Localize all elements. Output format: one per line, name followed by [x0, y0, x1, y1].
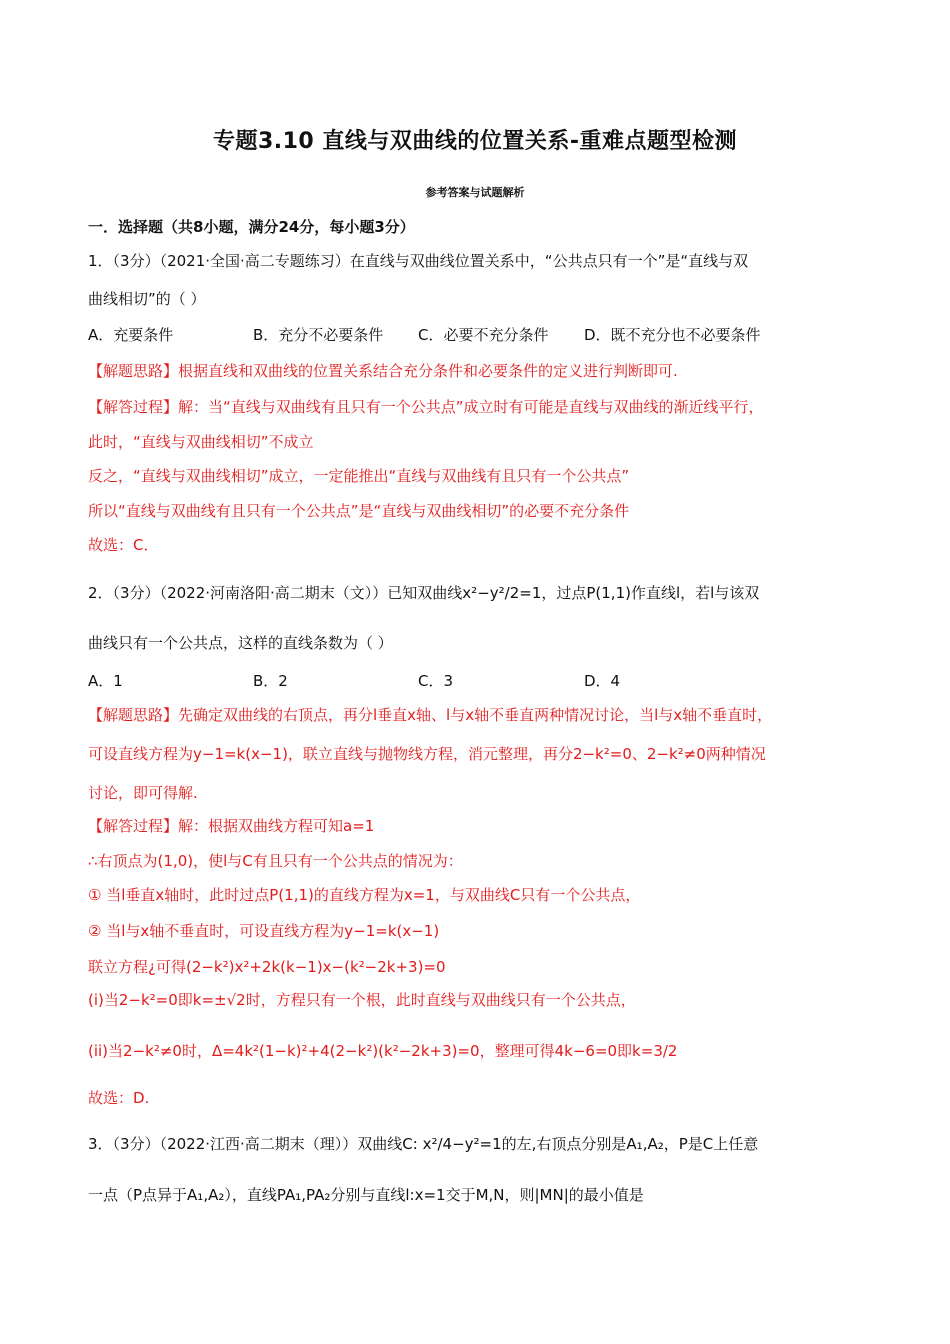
q2-solution-line1: 【解答过程】解：根据双曲线方程可知a=1	[88, 817, 375, 835]
q2-solution-line5: 联立方程¿可得(2−k²)x²+2k(k−1)x−(k²−2k+3)=0	[88, 958, 446, 976]
q2-option-d: D．4	[584, 672, 621, 690]
q1-solution-line1: 【解答过程】解：当“直线与双曲线有且只有一个公共点”成立时有可能是直线与双曲线的渐近线平行，	[88, 398, 764, 416]
q3-stem-line2: 一点（P点异于A₁,A₂），直线PA₁,PA₂分别与直线l:x=1交于M,N，则|MN|的最小值是	[88, 1186, 644, 1204]
q2-option-b: B．2	[253, 672, 288, 690]
q1-solution-idea: 【解题思路】根据直线和双曲线的位置关系结合充分条件和必要条件的定义进行判断即可.	[88, 362, 678, 380]
q1-solution-line3: 反之，“直线与双曲线相切”成立，一定能推出“直线与双曲线有且只有一个公共点”	[88, 467, 630, 485]
q1-option-d: D．既不充分也不必要条件	[584, 326, 761, 344]
q2-idea-line1: 【解题思路】先确定双曲线的右顶点，再分l垂直x轴、l与x轴不垂直两种情况讨论，当l与x轴不垂直时，	[88, 706, 773, 724]
q2-stem-line2: 曲线只有一个公共点，这样的直线条数为（ ）	[88, 634, 393, 652]
q2-answer: 故选：D.	[88, 1089, 150, 1107]
page-title: 专题3.10 直线与双曲线的位置关系-重难点题型检测	[212, 129, 738, 154]
q1-option-a: A．充要条件	[88, 326, 174, 344]
q1-options	[88, 324, 862, 346]
q2-solution-line3: ① 当l垂直x轴时，此时过点P(1,1)的直线方程为x=1，与双曲线C只有一个公共点，	[88, 886, 641, 904]
q2-solution-line2: ∴右顶点为(1,0)，使l与C有且只有一个公共点的情况为：	[88, 852, 463, 870]
q2-solution-line4: ② 当l与x轴不垂直时，可设直线方程为y−1=k(x−1)	[88, 922, 440, 940]
q3-stem-line1: 3．（3分）（2022·江西·高二期末（理））双曲线C: x²/4−y²=1的左,右顶点分别是A₁,A₂，P是C上任意	[88, 1135, 759, 1153]
q2-stem-line1: 2．（3分）（2022·河南洛阳·高二期末（文））已知双曲线x²−y²/2=1，过点P(1,1)作直线l，若l与该双	[88, 584, 760, 602]
q1-answer: 故选：C．	[88, 536, 159, 554]
q2-options	[88, 670, 862, 692]
q2-idea-line2: 可设直线方程为y−1=k(x−1)，联立直线与抛物线方程，消元整理，再分2−k²=0、2−k²≠0两种情况	[88, 745, 766, 763]
q1-solution-line4: 所以“直线与双曲线有且只有一个公共点”是“直线与双曲线相切”的必要不充分条件	[88, 502, 630, 520]
q2-solution-line7: (ii)当2−k²≠0时，Δ=4k²(1−k)²+4(2−k²)(k²−2k+3)=0，整理可得4k−6=0即k=3/2	[88, 1042, 678, 1060]
section-heading: 一．选择题（共8小题，满分24分，每小题3分）	[88, 218, 415, 236]
q1-solution-line2: 此时，“直线与双曲线相切”不成立	[88, 433, 314, 451]
q1-stem-line2: 曲线相切”的（ ）	[88, 290, 206, 308]
q2-option-c: C．3	[418, 672, 454, 690]
q1-option-b: B．充分不必要条件	[253, 326, 384, 344]
q2-option-a: A．1	[88, 672, 123, 690]
q1-option-c: C．必要不充分条件	[418, 326, 549, 344]
q1-stem-line1: 1．（3分）（2021·全国·高二专题练习）在直线与双曲线位置关系中，“公共点只有一个”是“直线与双	[88, 252, 749, 270]
page-subtitle: 参考答案与试题解析	[425, 186, 525, 199]
q2-idea-line3: 讨论，即可得解.	[88, 784, 198, 802]
q2-solution-line6: (i)当2−k²=0即k=±√2时，方程只有一个根，此时直线与双曲线只有一个公共点，	[88, 991, 636, 1009]
